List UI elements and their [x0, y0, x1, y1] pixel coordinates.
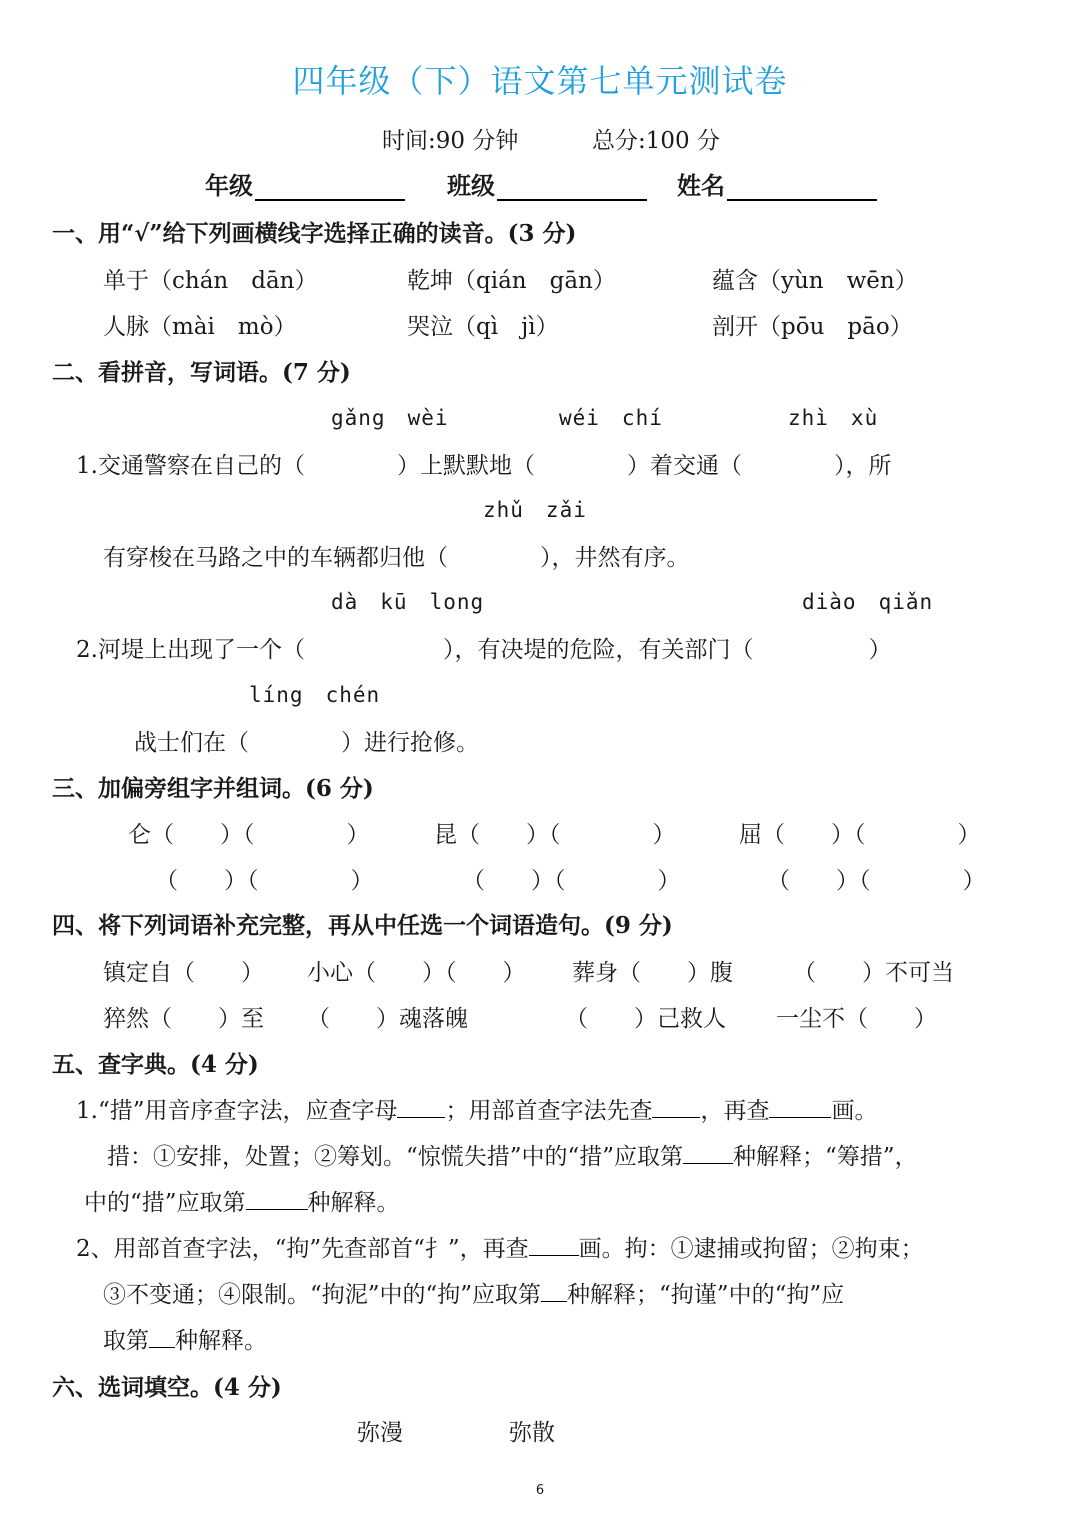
exam-total-score: 总分:100 分 [592, 128, 720, 154]
s1-item: 剖开（pōu pāo） [712, 314, 913, 340]
pinyin: zhì xù [788, 406, 879, 430]
pinyin: líng chén [249, 683, 381, 707]
s4-item: （ ）己救人 [565, 1006, 726, 1032]
s1-item: 单于（chán dān） [103, 268, 318, 294]
s1-item: 乾坤（qián gān） [407, 268, 616, 294]
s1-item: 人脉（mài mò） [103, 314, 297, 340]
s3-item: （ ）（ ） [155, 868, 374, 894]
answer-blank[interactable] [246, 1189, 308, 1210]
section-2-heading: 二、看拼音，写词语。(7 分) [52, 359, 351, 386]
answer-blank[interactable] [149, 1327, 175, 1348]
s5-line-6: 取第 种解释。 [103, 1328, 267, 1354]
section-6-heading: 六、选词填空。(4 分) [52, 1374, 282, 1401]
s5-line-4: 2、用部首查字法，“拘”先查部首“扌”，再查 画。拘：①逮捕或拘留；②拘束； [76, 1236, 924, 1262]
s4-item: （ ）不可当 [793, 960, 954, 986]
class-label: 班级 [447, 171, 495, 200]
s1-item: 蕴含（yùn wēn） [712, 268, 918, 294]
word-option: 弥漫 [357, 1420, 403, 1446]
section-3-heading: 三、加偏旁组字并组词。(6 分) [52, 775, 374, 802]
pinyin: wéi chí [559, 406, 663, 430]
s5-line-2: 措：①安排，处置；②筹划。“惊慌失措”中的“措”应取第 种解释；“筹措”， [107, 1144, 918, 1170]
answer-blank[interactable] [769, 1097, 831, 1118]
name-blank[interactable] [727, 173, 877, 201]
word-option: 弥散 [509, 1420, 555, 1446]
s4-item: 小心（ ）（ ） [307, 960, 526, 986]
pinyin: gǎng wèi [331, 406, 449, 430]
s3-item: （ ）（ ） [767, 868, 986, 894]
s5-line-3: 中的“措”应取第 种解释。 [84, 1190, 400, 1216]
grade-field [205, 166, 405, 201]
s3-item: 屈（ ）（ ） [739, 822, 981, 848]
s3-item: （ ）（ ） [462, 868, 681, 894]
section-4-heading: 四、将下列词语补充完整，再从中任选一个词语造句。(9 分) [52, 912, 673, 939]
s2-line-1: 1.交通警察在自己的（ ）上默默地（ ）着交通（ ），所 [76, 453, 892, 479]
exam-time: 时间:90 分钟 [382, 128, 519, 154]
answer-blank[interactable] [397, 1097, 445, 1118]
section-1-heading: 一、用“√”给下列画横线字选择正确的读音。(3 分) [52, 220, 577, 247]
answer-blank[interactable] [541, 1281, 567, 1302]
pinyin: diào qiǎn [802, 590, 934, 614]
s3-item: 昆（ ）（ ） [434, 822, 676, 848]
answer-blank[interactable] [683, 1143, 733, 1164]
class-blank[interactable] [497, 173, 647, 201]
class-field [447, 166, 647, 201]
answer-blank[interactable] [529, 1235, 579, 1256]
s1-item: 哭泣（qì jì） [407, 314, 559, 340]
page-number: 6 [535, 1483, 545, 1498]
page-title: 四年级（下）语文第七单元测试卷 [292, 62, 788, 100]
s4-item: 一尘不（ ） [776, 1006, 937, 1032]
name-label: 姓名 [677, 171, 725, 200]
s2-line-3: 2.河堤上出现了一个（ ），有决堤的危险，有关部门（ ） [76, 637, 892, 663]
s5-line-5: ③不变通；④限制。“拘泥”中的“拘”应取第 种解释；“拘谨”中的“拘”应 [103, 1282, 845, 1308]
s4-item: 猝然（ ）至 [103, 1006, 264, 1032]
name-field [677, 166, 877, 201]
s4-item: 葬身（ ）腹 [572, 960, 733, 986]
section-5-heading: 五、查字典。(4 分) [52, 1051, 259, 1078]
pinyin: zhǔ zǎi [483, 498, 587, 522]
pinyin: dà kū long [331, 590, 485, 614]
grade-blank[interactable] [255, 173, 405, 201]
s2-line-2: 有穿梭在马路之中的车辆都归他（ ），井然有序。 [103, 545, 690, 571]
s5-line-1: 1.“措”用音序查字法，应查字母 ；用部首查字法先查 ，再查 画。 [76, 1098, 878, 1124]
s2-line-4: 战士们在（ ）进行抢修。 [134, 730, 479, 756]
s4-item: 镇定自（ ） [103, 960, 264, 986]
answer-blank[interactable] [652, 1097, 700, 1118]
grade-label: 年级 [205, 171, 253, 200]
s4-item: （ ）魂落魄 [307, 1006, 468, 1032]
s3-item: 仑（ ）（ ） [128, 822, 370, 848]
